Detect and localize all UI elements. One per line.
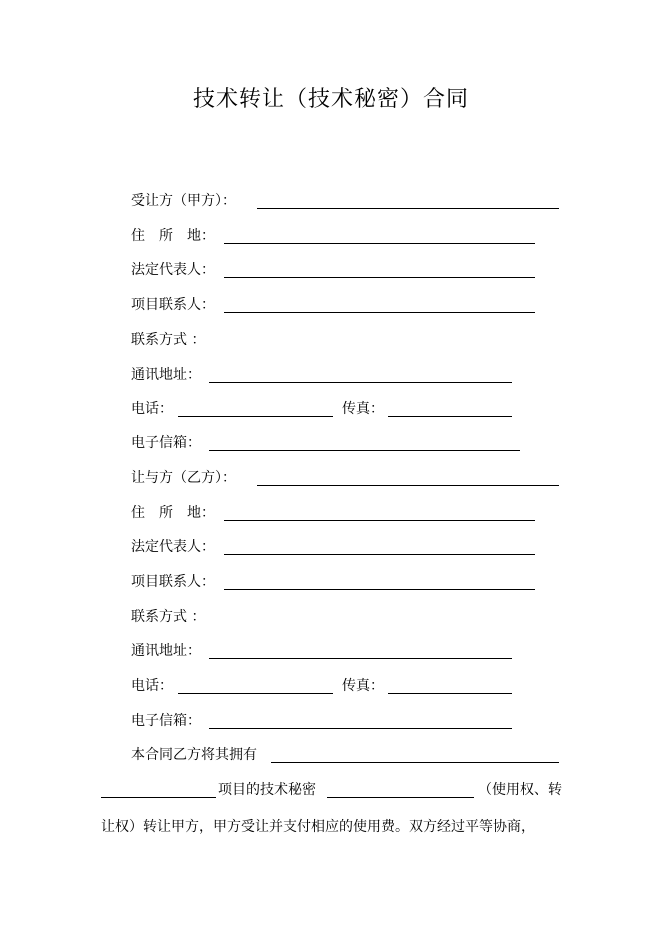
- party-a-phone-blank[interactable]: [178, 416, 333, 417]
- party-b-phone-blank[interactable]: [178, 693, 333, 694]
- party-b-heading-row: [131, 468, 561, 488]
- party-b-fax-blank[interactable]: [388, 693, 512, 694]
- party-a-legal-rep-label: 法定代表人：: [131, 262, 215, 278]
- tech-secret-blank[interactable]: [327, 797, 474, 798]
- body-line-2-text: 项目的技术秘密: [218, 782, 316, 798]
- party-b-address-blank[interactable]: [224, 520, 535, 521]
- party-a-mail-address-blank[interactable]: [209, 382, 512, 383]
- party-a-legal-rep-row: [131, 260, 541, 280]
- party-b-name-blank[interactable]: [257, 485, 559, 486]
- party-a-contact-method-label: 联系方式 ：: [131, 332, 206, 348]
- party-a-legal-rep-blank[interactable]: [224, 277, 535, 278]
- document-title: 技术转让（技术秘密）合同: [192, 87, 469, 112]
- body-line-1-text: 本合同乙方将其拥有: [131, 747, 257, 763]
- party-b-email-row: [131, 711, 521, 731]
- body-line-2: [101, 780, 562, 800]
- party-b-contact-method-label: 联系方式 ：: [131, 609, 206, 625]
- party-a-address-row: [131, 226, 541, 246]
- party-a-name-blank[interactable]: [257, 208, 559, 209]
- party-a-project-contact-label: 项目联系人：: [131, 297, 215, 313]
- party-b-address-row: [131, 503, 541, 523]
- party-b-mail-address-row: [131, 641, 521, 661]
- body-line-2-end: （使用权、转: [478, 782, 562, 798]
- party-b-project-contact-row: [131, 572, 541, 592]
- party-a-project-contact-row: [131, 295, 541, 315]
- party-a-heading: 受让方（甲方）：: [131, 193, 236, 209]
- party-a-contact-method-row: [131, 330, 331, 350]
- party-b-email-blank[interactable]: [209, 728, 512, 729]
- party-b-legal-rep-label: 法定代表人：: [131, 539, 215, 555]
- party-a-project-contact-blank[interactable]: [224, 312, 535, 313]
- party-a-address-label: 住 所 地：: [131, 228, 215, 244]
- party-b-mail-address-label: 通讯地址：: [131, 643, 201, 659]
- party-a-mail-address-label: 通讯地址：: [131, 367, 201, 383]
- party-b-phone-label: 电话：: [131, 678, 173, 694]
- party-a-phone-fax-row: [131, 399, 521, 419]
- party-a-email-blank[interactable]: [209, 450, 520, 451]
- body-line-1: [131, 745, 561, 765]
- party-a-fax-blank[interactable]: [388, 416, 512, 417]
- party-b-fax-label: 传真：: [342, 678, 384, 694]
- party-b-heading: 让与方（乙方）：: [131, 470, 236, 486]
- party-a-fax-label: 传真：: [342, 401, 384, 417]
- party-a-heading-row: [131, 191, 561, 211]
- party-b-project-contact-label: 项目联系人：: [131, 574, 215, 590]
- party-b-contact-method-row: [131, 607, 331, 627]
- party-a-phone-label: 电话：: [131, 401, 173, 417]
- project-name-blank[interactable]: [101, 797, 216, 798]
- party-a-address-blank[interactable]: [224, 243, 535, 244]
- owned-item-blank[interactable]: [271, 762, 559, 763]
- party-b-mail-address-blank[interactable]: [209, 658, 512, 659]
- party-b-legal-rep-blank[interactable]: [224, 554, 535, 555]
- body-line-3: 让权）转让甲方，甲方受让并支付相应的使用费。双方经过平等协商，: [101, 819, 535, 835]
- party-b-address-label: 住 所 地：: [131, 505, 215, 521]
- party-b-phone-fax-row: [131, 676, 521, 696]
- party-a-mail-address-row: [131, 365, 521, 385]
- party-a-email-label: 电子信箱：: [131, 435, 201, 451]
- party-b-project-contact-blank[interactable]: [224, 589, 535, 590]
- party-b-email-label: 电子信箱：: [131, 713, 201, 729]
- party-b-legal-rep-row: [131, 537, 541, 557]
- party-a-email-row: [131, 433, 531, 453]
